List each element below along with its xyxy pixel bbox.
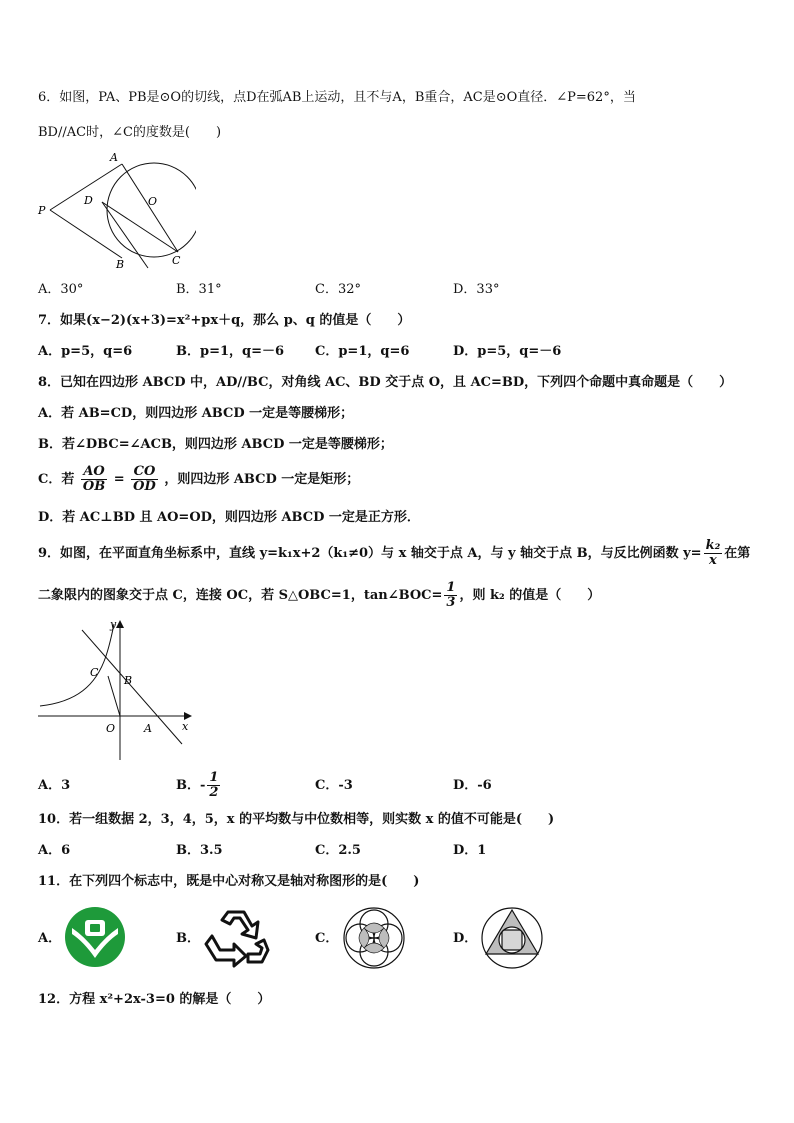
triangle-square-logo-icon[interactable] (480, 906, 544, 970)
q7-stem: 7．如果(x−2)(x+3)=x²+px＋q，那么 p、q 的值是（ ） (38, 313, 411, 328)
q6-label-b: B (116, 258, 125, 271)
q9-label-b: B (124, 674, 133, 687)
q8-option-a[interactable]: A．若 AB=CD，则四边形 ABCD 一定是等腰梯形； (38, 406, 354, 421)
q10-option-c[interactable]: C．2.5 (315, 843, 361, 858)
q7-option-d[interactable]: D．p=5，q=－6 (453, 344, 562, 359)
q11-option-a[interactable]: A． (38, 931, 62, 946)
q9-option-a[interactable]: A．3 (38, 778, 71, 793)
q9-label-y: y (110, 618, 117, 631)
q9-x-arrow-icon (184, 712, 192, 720)
q6-stem-line1: 6．如图，PA、PB是⊙O的切线，点D在弧AB上运动，且不与A，B重合，AC是⊙O直径．∠P=62°，当 (38, 90, 636, 105)
q9-option-d[interactable]: D．-6 (453, 778, 492, 793)
q8-equals: = (113, 472, 125, 487)
q8-frac2-den: OD (133, 479, 156, 494)
q9-line2-post: ，则 k₂ 的值是（ ） (459, 588, 601, 603)
q9-line1-pre: 9．如图，在平面直角坐标系中，直线 y=k₁x+2（k₁≠0）与 x 轴交于点 A，与 y 轴交于点 B，与反比例函数 y= (38, 546, 702, 561)
q9-label-a: A (144, 722, 152, 735)
q10-stem: 10．若一组数据 2，3，4，5，x 的平均数与中位数相等，则实数 x 的值不可能是( ) (38, 812, 555, 827)
q6-diameter-ac (122, 164, 178, 252)
q10-options (38, 841, 598, 861)
q8-frac1-den: OB (82, 479, 106, 494)
q9-option-b-pre: B．- (176, 778, 206, 793)
q6-label-d: D (84, 194, 93, 207)
q11-option-d[interactable]: D． (453, 931, 478, 946)
q8-frac2-num: CO (131, 465, 158, 480)
q6-option-b[interactable]: B．31° (176, 282, 222, 297)
q9-hyperbola (40, 624, 114, 706)
four-circles-logo-icon[interactable] (342, 906, 406, 970)
q6-option-d[interactable]: D．33° (453, 282, 500, 297)
q11-option-c[interactable]: C． (315, 931, 339, 946)
q9-line2-pre: 二象限内的图象交于点 C，连接 OC，若 S△OBC=1，tan∠BOC= (38, 588, 443, 603)
recycle-icon[interactable] (204, 906, 270, 968)
q9-stem-line1 (38, 538, 764, 570)
q9-option-b[interactable] (176, 770, 222, 802)
q7-options (38, 342, 598, 362)
q8-option-d[interactable]: D．若 AC⊥BD 且 AO=OD，则四边形 ABCD 一定是正方形． (38, 510, 420, 525)
q6-label-o: O (148, 195, 158, 208)
q9-frac-k2: k₂ (705, 538, 721, 553)
q8-option-c[interactable] (38, 464, 764, 496)
q6-tangent-pb (50, 210, 122, 258)
q6-label-p: P (38, 204, 46, 217)
q9-option-c[interactable]: C．-3 (315, 778, 353, 793)
q11-option-b[interactable]: B． (176, 931, 200, 946)
q8-fraction-co-od (131, 465, 158, 494)
q9-segment-oc (108, 676, 120, 716)
q6-option-a[interactable]: A．30° (38, 282, 84, 297)
q6-label-c: C (172, 254, 181, 267)
q8-stem: 8．已知在四边形 ABCD 中，AD//BC，对角线 AC、BD 交于点 O，且 AC=BD，下列四个命题中真命题是（ ） (38, 375, 733, 390)
q8-frac1-num: AO (81, 465, 107, 480)
green-food-logo-icon[interactable] (64, 906, 126, 968)
q10-option-d[interactable]: D．1 (453, 843, 487, 858)
q12-stem: 12．方程 x²+2x-3=0 的解是（ ） (38, 992, 271, 1007)
q7-option-b[interactable]: B．p=1，q=－6 (176, 344, 285, 359)
q8-option-b[interactable]: B．若∠DBC=∠ACB，则四边形 ABCD 一定是等腰梯形； (38, 437, 393, 452)
q10-option-b[interactable]: B．3.5 (176, 843, 223, 858)
q9-label-c: C (90, 666, 99, 679)
q9-fraction-k2-x (704, 539, 723, 568)
q6-label-a: A (110, 151, 118, 164)
q7-option-c[interactable]: C．p=1，q=6 (315, 344, 410, 359)
q9-line1-post: 在第 (724, 546, 751, 561)
q10-option-a[interactable]: A．6 (38, 843, 71, 858)
q6-stem-line2: BD//AC时，∠C的度数是( ) (38, 125, 222, 140)
q9-options (38, 770, 598, 802)
q11-stem: 11．在下列四个标志中，既是中心对称又是轴对称图形的是( ) (38, 874, 420, 889)
q6-figure (36, 148, 196, 276)
q9-optb-num: 1 (209, 770, 219, 785)
q9-option-b-fraction (207, 771, 220, 800)
q8-option-c-prefix: C．若 (38, 472, 75, 487)
q8-option-c-suffix: ，则四边形 ABCD 一定是矩形； (164, 472, 360, 487)
q6-chord-dc (102, 202, 178, 252)
q6-option-c[interactable]: C．32° (315, 282, 361, 297)
q9-label-x: x (182, 720, 189, 733)
q9-frac-3: 3 (446, 595, 456, 610)
q9-label-o: O (106, 722, 116, 735)
q9-stem-line2 (38, 580, 764, 612)
q6-options (38, 280, 598, 300)
q9-y-arrow-icon (116, 620, 124, 628)
q7-option-a[interactable]: A．p=5，q=6 (38, 344, 133, 359)
q9-fraction-one-third (444, 581, 457, 610)
q8-fraction-ao-ob (81, 465, 107, 494)
q9-optb-den: 2 (209, 785, 219, 800)
q9-figure (36, 616, 196, 764)
q9-frac-x: x (709, 553, 717, 568)
q9-line-ab (82, 630, 182, 744)
q9-frac-1: 1 (446, 580, 456, 595)
q6-chord-bd (102, 202, 148, 268)
